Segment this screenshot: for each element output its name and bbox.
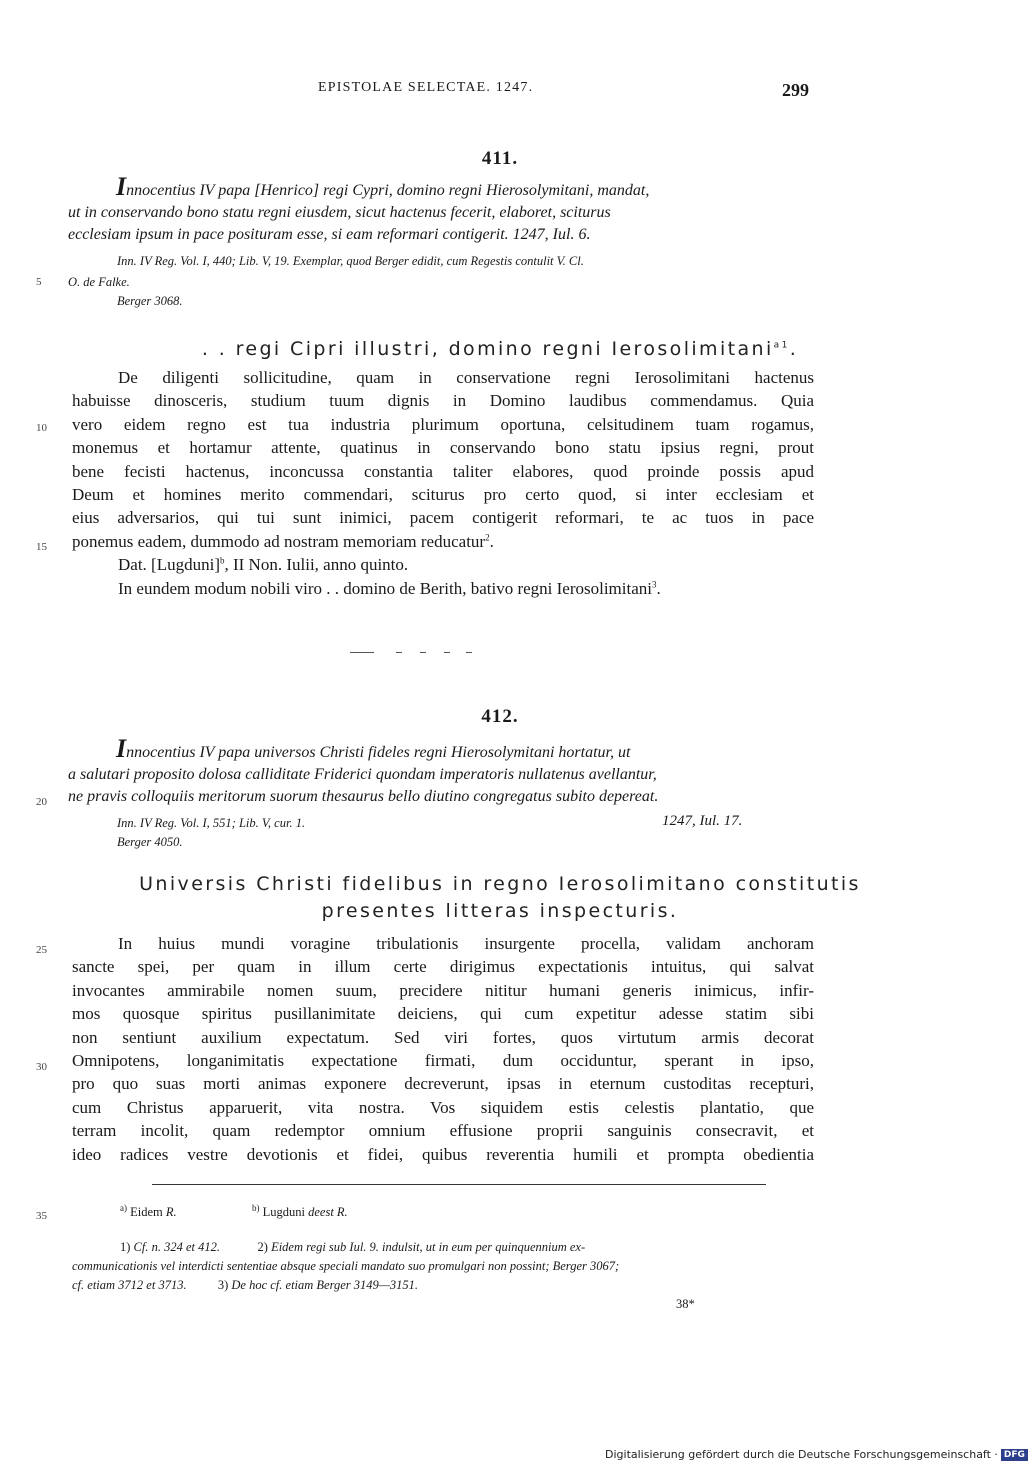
body-line: bene fecisti hactenus, inconcussa constantia taliter elabores, quod proinde possis apud <box>72 461 814 481</box>
footnote-1-and-2: 1) Cf. n. 324 et 412. 2) Eidem regi sub Iul. 9. indulsit, ut in eum per quinquennium ex- <box>120 1240 586 1254</box>
footnote-2-and-3: cf. etiam 3712 et 3713. 3) De hoc cf. etiam Berger 3149—3151. <box>72 1278 419 1292</box>
source-line: O. de Falke. <box>68 275 130 289</box>
body-line: De diligenti sollicitudine, quam in conservatione regni Ierosolimitani hactenus <box>118 368 814 387</box>
margin-line-number: 5 <box>36 276 42 288</box>
letter-body-412 <box>72 932 814 1166</box>
page-number: 299 <box>782 80 809 100</box>
source-line: Berger 3068. <box>117 294 183 308</box>
regest-line: ecclesiam ipsum in pace posituram esse, si eam reformari contigerit. 1247, Iul. 6. <box>68 226 591 243</box>
footnote-b: $^{b)}$ Lugduni deest R. <box>252 1202 348 1219</box>
letter-number-412: 412. <box>481 706 519 727</box>
regest-line: Innocentius IV papa [Henrico] regi Cypri, domino regni Hierosolymitani, mandat, <box>116 172 650 201</box>
signature-mark: 38* <box>676 1297 695 1311</box>
margin-line-number: 20 <box>36 796 47 808</box>
body-line: terram incolit, quam redemptor omnium effusione proprii sanguinis consecravit, et <box>72 1121 814 1141</box>
body-line: habuisse dinosceris, studium tuum dignis in Domino laudibus commendamus. Quia <box>72 391 814 411</box>
separator-dash <box>420 652 426 653</box>
body-line: vero eidem regno est tua industria plurimum oportuna, celsitudinem tuam rogamus, <box>72 414 814 434</box>
letter-address-412-line1: Universis Christi fidelibus in regno Ierosolimitano constitutis <box>139 873 861 895</box>
body-line: Omnipotens, longanimitatis expectatione firmati, dum occiduntur, sperant in ipso, <box>72 1051 814 1071</box>
margin-line-number: 10 <box>36 422 47 434</box>
body-line: eius adversarios, qui tui sunt inimici, pacem contigerit reformari, te ac tuos in pace <box>72 508 814 528</box>
separator-dash <box>444 652 450 653</box>
footnote-2-cont: communicationis vel interdicti sententiae absque speciali mandato suo promulgari non possint; Berger 3067; <box>72 1259 620 1273</box>
body-line: monemus et hortamur attente, quatinus in conservando bono statu ipsius regni, prout <box>72 438 814 458</box>
body-line: ideo radices vestre devotionis et fidei, quibus reverentia humili et prompta obedientia <box>72 1144 814 1164</box>
dfg-logo: DFG <box>1001 1449 1028 1461</box>
running-title: EPISTOLAE SELECTAE. 1247. <box>318 80 534 95</box>
source-date: 1247, Iul. 17. <box>662 813 743 829</box>
regest-411 <box>68 172 810 246</box>
margin-line-number: 30 <box>36 1061 47 1073</box>
source-line: Berger 4050. <box>117 835 183 849</box>
footnote-rule <box>152 1184 766 1185</box>
body-line: Deum et homines merito commendari, sciturus pro certo quod, si inter ecclesiam et <box>72 485 814 505</box>
letter-address-411: . . regi Cipri illustri, domino regni Ierosolimitani$^{a1}$. <box>201 338 799 360</box>
body-line: ponemus eadem, dummodo ad nostram memoriam reducatur$^2$. <box>72 531 494 551</box>
letter-body-411 <box>72 366 814 600</box>
separator-dash <box>350 652 374 653</box>
margin-line-number: 35 <box>36 1210 47 1222</box>
body-line: mos quosque spiritus pusillanimitate deiciens, qui cum expetitur adesse statim sibi <box>72 1004 814 1024</box>
body-line: non sentiunt auxilium expectatum. Sed viri fortes, quos virtutum armis decorat <box>72 1027 814 1047</box>
footnote-a: $^{a)}$ Eidem R. <box>120 1202 177 1219</box>
source-line: Inn. IV Reg. Vol. I, 551; Lib. V, cur. 1. <box>117 816 306 830</box>
regest-412 <box>68 734 810 808</box>
regest-line: Innocentius IV papa universos Christi fideles regni Hierosolymitani hortatur, ut <box>116 734 631 763</box>
regest-line: a salutari proposito dolosa calliditate Friderici quondam imperatoris nullatenus avellantur, <box>68 766 657 783</box>
separator-dash <box>466 652 472 653</box>
body-line: pro quo suas morti animas exponere decreverunt, ipsas in eternum custoditas recepturi, <box>72 1074 814 1094</box>
digitization-banner: Digitalisierung gefördert durch die Deutsche Forschungsgemeinschaft · DFG <box>605 1448 1028 1461</box>
body-line: cum Christus apparuerit, vita nostra. Vos siquidem estis celestis plantatio, que <box>72 1097 814 1117</box>
drop-cap: I <box>116 172 127 201</box>
source-line: Inn. IV Reg. Vol. I, 440; Lib. V, 19. Exemplar, quod Berger edidit, cum Regestis contulit V. Cl. <box>117 254 584 268</box>
margin-line-number: 15 <box>36 541 47 553</box>
margin-line-number: 25 <box>36 944 47 956</box>
separator-dash <box>396 652 402 653</box>
body-line: sancte spei, per quam in illum certe dirigimus expectationis intuitus, qui salvat <box>72 957 814 977</box>
letter-number-411: 411. <box>481 148 519 169</box>
body-line: In huius mundi voragine tribulationis insurgente procella, validam anchoram <box>118 934 814 953</box>
eundem-clause: In eundem modum nobili viro . . domino de Berith, bativo regni Ierosolimitani$^3$. <box>118 578 661 598</box>
body-line: invocantes ammirabile nomen suum, precidere nititur humani generis inimicus, infir- <box>72 980 814 1000</box>
dating-clause: Dat. [Lugduni]$^b$, II Non. Iulii, anno quinto. <box>118 555 409 575</box>
drop-cap: I <box>116 734 127 763</box>
letter-address-412-line2: presentes litteras inspecturis. <box>321 900 679 922</box>
regest-line: ne pravis colloquiis meritorum suorum thesaurus bello diutino congregatus subito depereat. <box>68 788 659 805</box>
regest-line: ut in conservando bono statu regni eiusdem, sicut hactenus fecerit, elaboret, sciturus <box>68 204 611 221</box>
